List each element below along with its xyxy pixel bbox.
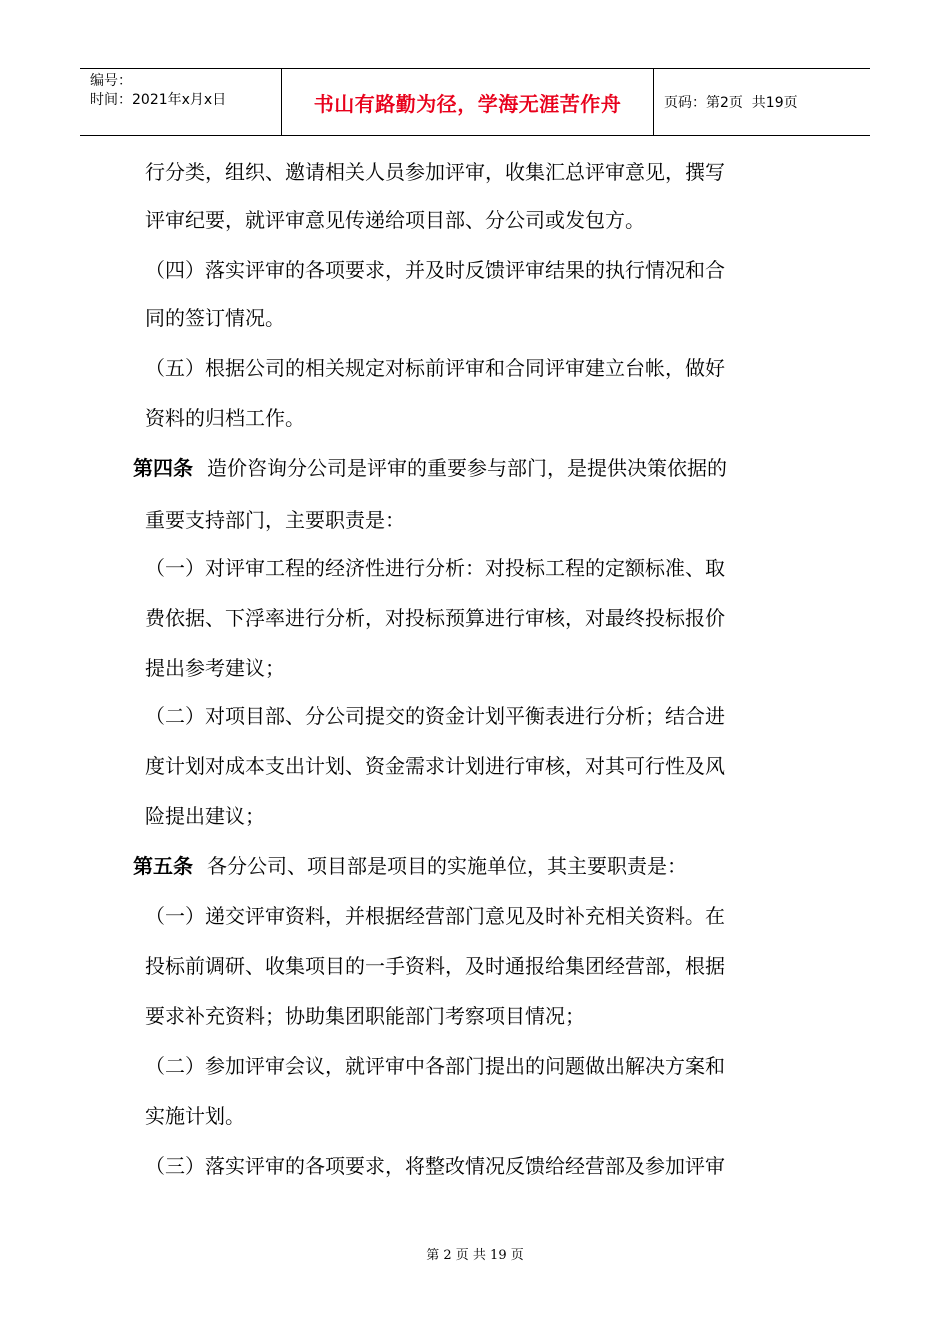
paragraph-line: 行分类，组织、邀请相关人员参加评审，收集汇总评审意见，撰写 <box>145 160 725 184</box>
paragraph-line: 投标前调研、收集项目的一手资料，及时通报给集团经营部，根据 <box>145 954 725 978</box>
paragraph-line: （二）参加评审会议，就评审中各部门提出的问题做出解决方案和 <box>145 1054 725 1078</box>
paragraph-line: （四）落实评审的各项要求，并及时反馈评审结果的执行情况和合 <box>145 258 725 282</box>
article-label: 第四条 <box>133 456 193 480</box>
paragraph-line: （五）根据公司的相关规定对标前评审和合同评审建立台帐，做好 <box>145 356 725 380</box>
article-text: 造价咨询分公司是评审的重要参与部门，是提供决策依据的 <box>207 456 727 480</box>
paragraph-line: 度计划对成本支出计划、资金需求计划进行审核，对其可行性及风 <box>145 754 725 778</box>
header-page-info <box>654 69 870 135</box>
page-header <box>80 68 870 136</box>
paragraph-line: 重要支持部门，主要职责是： <box>145 508 405 532</box>
paragraph-line: 同的签订情况。 <box>145 306 285 330</box>
paragraph-line: 险提出建议； <box>145 804 265 828</box>
document-time: 时间：2021年x月x日 <box>90 92 227 108</box>
document-number-label: 编号： <box>90 73 132 89</box>
paragraph-line: （二）对项目部、分公司提交的资金计划平衡表进行分析；结合进 <box>145 704 725 728</box>
paragraph-line: 实施计划。 <box>145 1104 245 1128</box>
paragraph-line: 提出参考建议； <box>145 656 285 680</box>
page-footer: 第 2 页 共 19 页 <box>426 1248 524 1263</box>
article-text: 各分公司、项目部是项目的实施单位，其主要职责是： <box>207 854 687 878</box>
paragraph-line: 评审纪要，就评审意见传递给项目部、分公司或发包方。 <box>145 208 645 232</box>
paragraph-line: （三）落实评审的各项要求，将整改情况反馈给经营部及参加评审 <box>145 1154 725 1178</box>
paragraph-line: （一）递交评审资料，并根据经营部门意见及时补充相关资料。在 <box>145 904 725 928</box>
paragraph-line: 资料的归档工作。 <box>145 406 305 430</box>
page-info-text: 页码：第2页 共19页 <box>664 95 798 111</box>
paragraph-line: 费依据、下浮率进行分析，对投标预算进行审核，对最终投标报价 <box>145 606 725 630</box>
paragraph-line: （一）对评审工程的经济性进行分析：对投标工程的定额标准、取 <box>145 556 725 580</box>
article-heading-line <box>133 454 727 482</box>
paragraph-line: 要求补充资料；协助集团职能部门考察项目情况； <box>145 1004 585 1028</box>
article-heading-line <box>133 852 687 880</box>
header-motto: 书山有路勤为径，学海无涯苦作舟 <box>282 69 654 135</box>
header-meta <box>80 69 282 135</box>
article-label: 第五条 <box>133 854 193 878</box>
